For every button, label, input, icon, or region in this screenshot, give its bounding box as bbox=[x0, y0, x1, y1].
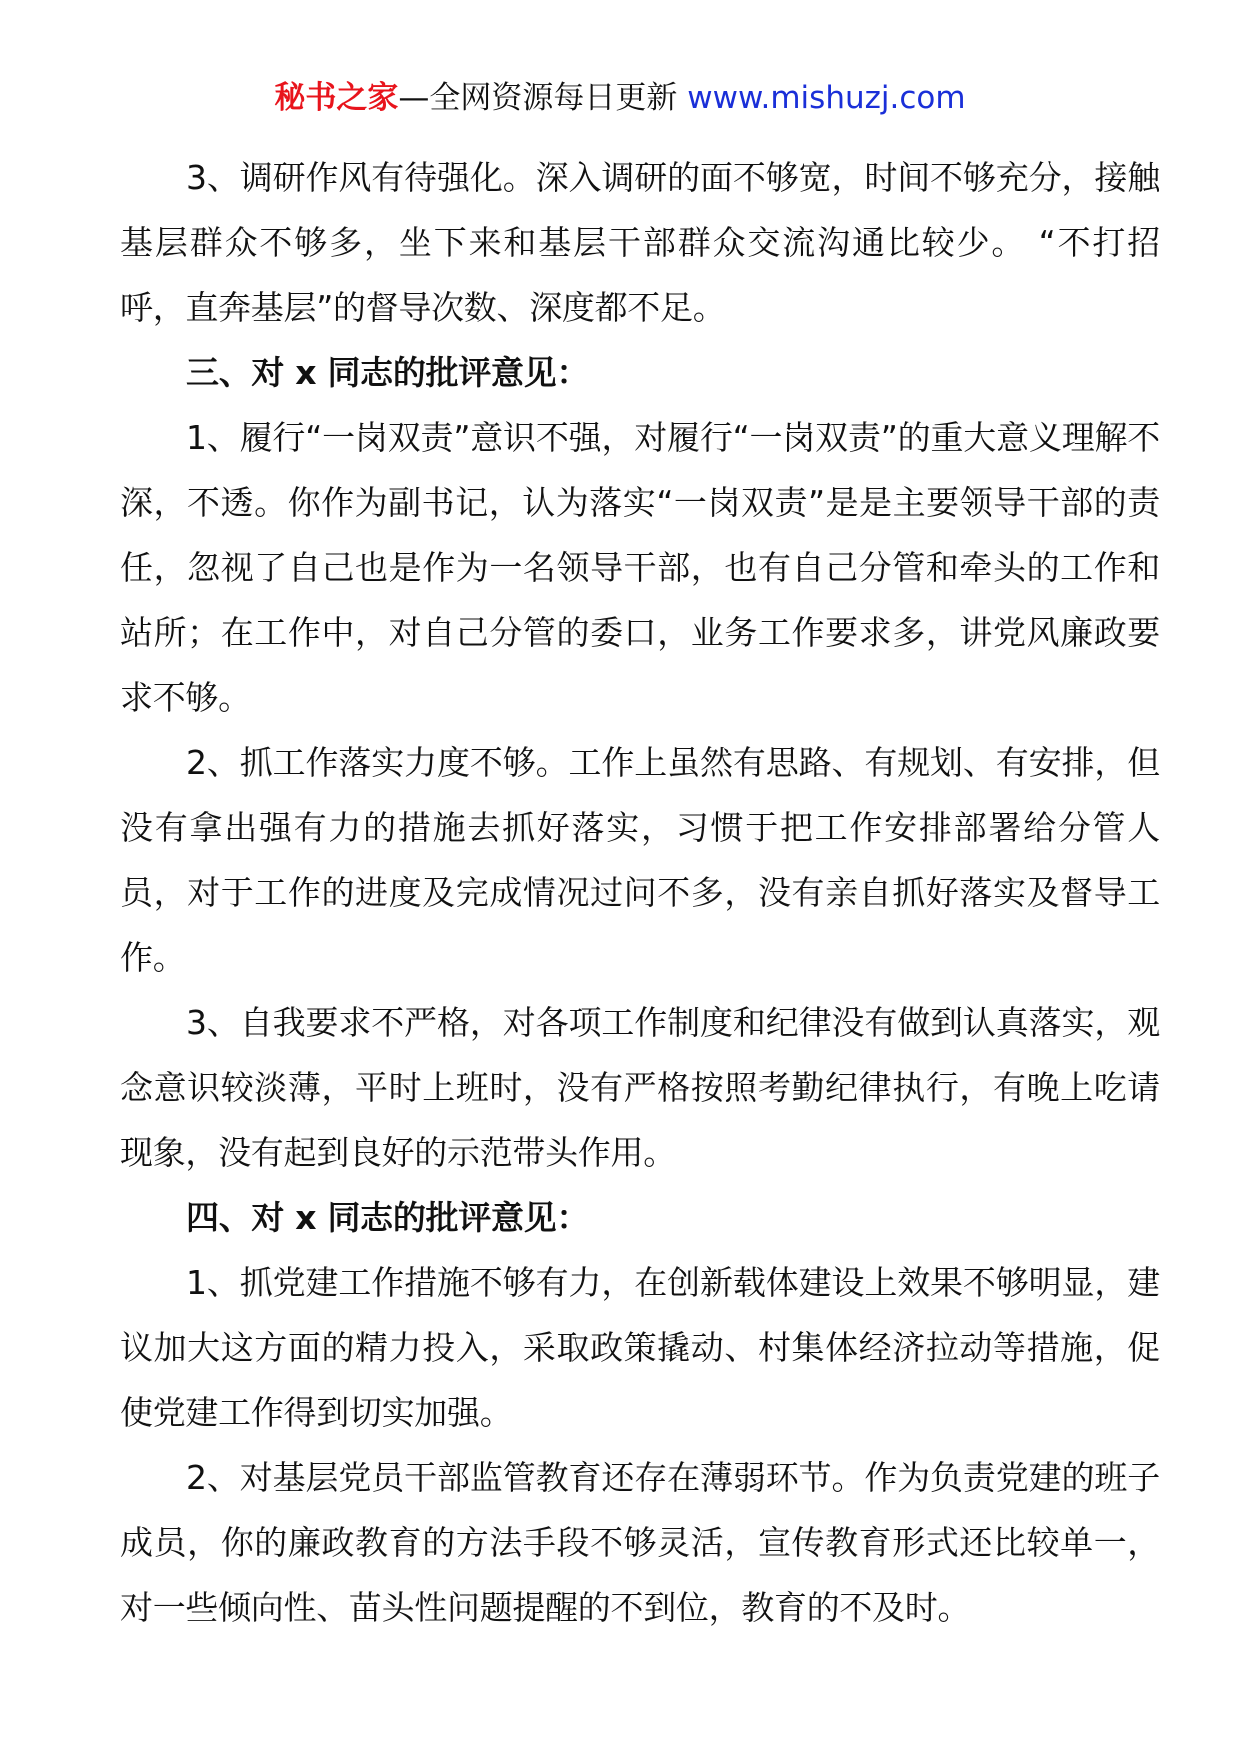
paragraph-implementation: 2、抓工作落实力度不够。工作上虽然有思路、有规划、有安排，但没有拿出强有力的措施去抓好落实，习惯于把工作安排部署给分管人员，对于工作的进度及完成情况过问不多，没有亲自抓好落实及督导工作。 bbox=[120, 743, 1160, 977]
paragraph-supervision-education: 2、对基层党员干部监管教育还存在薄弱环节。作为负责党建的班子成员，你的廉政教育的方法手段不够灵活，宣传教育形式还比较单一，对一些倾向性、苗头性问题提醒的不到位，教育的不及时。 bbox=[120, 1458, 1160, 1627]
page-header bbox=[0, 78, 1240, 118]
paragraph-self-discipline: 3、自我要求不严格，对各项工作制度和纪律没有做到认真落实，观念意识较淡薄，平时上班时，没有严格按照考勤纪律执行，有晚上吃请现象，没有起到良好的示范带头作用。 bbox=[120, 1003, 1160, 1172]
header-tagline: —全网资源每日更新 bbox=[398, 80, 688, 116]
paragraph-party-building: 1、抓党建工作措施不够有力，在创新载体建设上效果不够明显，建议加大这方面的精力投入，采取政策撬动、村集体经济拉动等措施，促使党建工作得到切实加强。 bbox=[120, 1263, 1160, 1432]
header-url-link[interactable]: www.mishuzj.com bbox=[687, 80, 966, 116]
header-brand: 秘书之家 bbox=[274, 80, 399, 116]
document-body bbox=[120, 145, 1160, 1640]
paragraph-research-style: 3、调研作风有待强化。深入调研的面不够宽，时间不够充分，接触基层群众不够多，坐下来和基层干部群众交流沟通比较少。 “不打招呼，直奔基层”的督导次数、深度都不足。 bbox=[120, 158, 1160, 327]
section-heading-3: 三、对 x 同志的批评意见： bbox=[186, 353, 590, 392]
paragraph-dual-responsibility: 1、履行“一岗双责”意识不强，对履行“一岗双责”的重大意义理解不深，不透。你作为副书记，认为落实“一岗双责”是是主要领导干部的责任，忽视了自己也是作为一名领导干部，也有自己分管和牵头的工作和站所；在工作中，对自己分管的委口，业务工作要求多，讲党风廉政要求不够。 bbox=[120, 418, 1160, 717]
section-heading-4: 四、对 x 同志的批评意见： bbox=[186, 1198, 590, 1237]
